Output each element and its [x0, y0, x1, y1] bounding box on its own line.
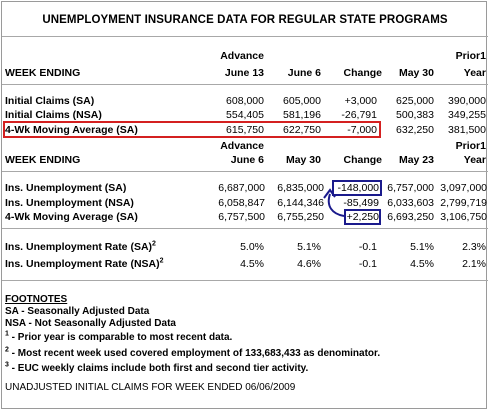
cell: 554,405: [226, 109, 264, 121]
cell: +2,250: [346, 211, 379, 223]
cell: 6,757,000: [387, 182, 434, 194]
s2-col1-header: June 6: [230, 154, 264, 166]
cell: -26,791: [341, 109, 377, 121]
cell: 381,500: [448, 124, 486, 136]
cell: 608,000: [226, 95, 264, 107]
cell: -85,499: [343, 197, 379, 209]
s1-col5-header: Year: [463, 67, 486, 79]
divider: [2, 228, 488, 229]
cell: -0.1: [358, 241, 377, 253]
cell: 349,255: [448, 109, 486, 121]
cell: 2,799,719: [440, 197, 487, 209]
cell: 6,757,500: [218, 211, 265, 223]
s1-col1-top-header: Advance: [220, 50, 264, 62]
cell: +3,000: [344, 95, 377, 107]
footnote-2: $^2$ - Most recent week used covered employment of 133,683,433 as denominator.: [5, 346, 381, 359]
row-label: Ins. Unemployment Rate (NSA)$^2$: [5, 257, 164, 270]
cell: 5.1%: [410, 241, 434, 253]
cell: 581,196: [283, 109, 321, 121]
cell: -0.1: [358, 258, 377, 270]
cell: 632,250: [396, 124, 434, 136]
cell: 5.0%: [240, 241, 264, 253]
cell: 6,687,000: [218, 182, 265, 194]
s2-col5-header: Year: [463, 154, 486, 166]
s2-week-ending-header: WEEK ENDING: [5, 154, 81, 166]
footnote-ref: 2: [152, 240, 156, 248]
s1-col1-header: June 13: [224, 67, 264, 79]
s2-col5-top-header: Prior1: [455, 140, 486, 152]
s1-col2-header: June 6: [287, 67, 321, 79]
cell: 4.5%: [410, 258, 434, 270]
row-label: Ins. Unemployment (SA): [5, 182, 127, 194]
cell: 6,144,346: [277, 197, 324, 209]
row-label: 4-Wk Moving Average (SA): [5, 211, 138, 223]
cell: 622,750: [283, 124, 321, 136]
row-label: Initial Claims (NSA): [5, 109, 102, 121]
cell: 6,058,847: [218, 197, 265, 209]
s1-col3-header: Change: [343, 67, 382, 79]
cell: 615,750: [226, 124, 264, 136]
divider: [2, 280, 488, 281]
cell: 5.1%: [297, 241, 321, 253]
footnote-sa: SA - Seasonally Adjusted Data: [5, 306, 150, 317]
cell: 6,835,000: [277, 182, 324, 194]
cell: 6,033,603: [387, 197, 434, 209]
cell: 500,383: [396, 109, 434, 121]
cell: 625,000: [396, 95, 434, 107]
cell: 2.3%: [462, 241, 486, 253]
cell: 3,106,750: [440, 211, 487, 223]
row-label: Ins. Unemployment (NSA): [5, 197, 134, 209]
divider: [2, 84, 488, 85]
footnote-nsa: NSA - Not Seasonally Adjusted Data: [5, 318, 176, 329]
s1-week-ending-header: WEEK ENDING: [5, 67, 81, 79]
footnote-3: $^3$ - EUC weekly claims include both first and second tier activity.: [5, 361, 309, 374]
s2-col2-header: May 30: [285, 154, 321, 166]
s1-col5-top-header: Prior1: [455, 50, 486, 62]
cell: 6,755,250: [277, 211, 324, 223]
row-label: Initial Claims (SA): [5, 95, 95, 107]
footnotes-title: FOOTNOTES: [5, 294, 68, 305]
cell: 3,097,000: [440, 182, 487, 194]
cell: -148,000: [337, 182, 379, 194]
cell: 6,693,250: [387, 211, 434, 223]
s2-col1-top-header: Advance: [220, 140, 264, 152]
annotation-arrow-icon: [320, 186, 350, 222]
cell: -7,000: [347, 124, 377, 136]
s2-col3-header: Change: [343, 154, 382, 166]
cell: 4.5%: [240, 258, 264, 270]
divider: [2, 171, 488, 172]
cell: 2.1%: [462, 258, 486, 270]
s2-col4-header: May 23: [398, 154, 434, 166]
cell: 605,000: [283, 95, 321, 107]
divider: [2, 36, 488, 37]
report-frame: [1, 1, 487, 409]
unadjusted-note: UNADJUSTED INITIAL CLAIMS FOR WEEK ENDED 06/06/2009: [5, 382, 296, 393]
cell: 4.6%: [297, 258, 321, 270]
moving-average-highlight-box: [3, 121, 381, 138]
row-label: Ins. Unemployment Rate (SA)$^2$: [5, 240, 156, 253]
footnote-ref: 2: [159, 257, 164, 265]
s1-col4-header: May 30: [398, 67, 434, 79]
row-label: 4-Wk Moving Average (SA): [5, 124, 138, 136]
footnote-1: $^1$ - Prior year is comparable to most recent data.: [5, 330, 233, 343]
report-title: UNEMPLOYMENT INSURANCE DATA FOR REGULAR STATE PROGRAMS: [42, 14, 448, 26]
cell: 390,000: [448, 95, 486, 107]
